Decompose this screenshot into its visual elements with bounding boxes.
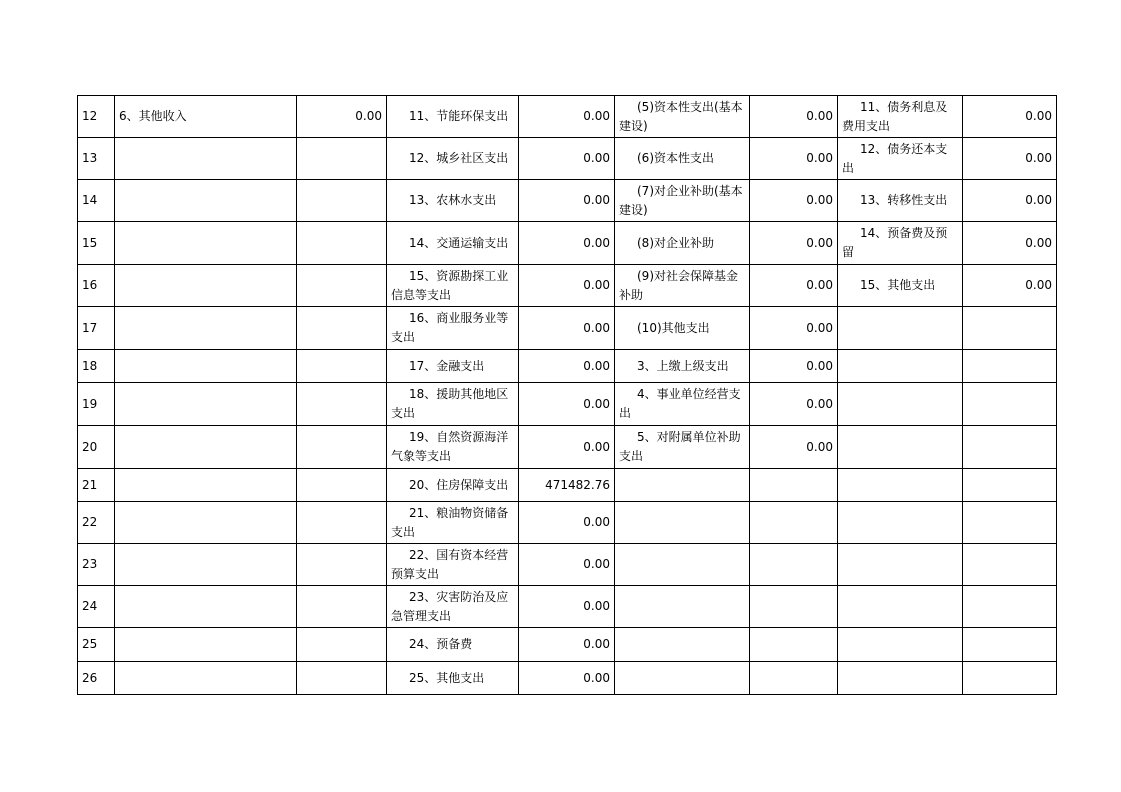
expense-function-amount-text: 0.00 bbox=[583, 151, 610, 165]
income-item bbox=[115, 628, 297, 662]
expense-economic-amount bbox=[750, 469, 838, 502]
table-row bbox=[78, 265, 1057, 307]
expense-function-item bbox=[387, 426, 519, 469]
expense-govt-economic-amount-text: 0.00 bbox=[1025, 278, 1052, 292]
expense-function-item-text: 12、城乡社区支出 bbox=[409, 151, 509, 165]
expense-economic-amount bbox=[750, 628, 838, 662]
income-item bbox=[115, 265, 297, 307]
income-amount bbox=[297, 265, 387, 307]
expense-govt-economic-amount bbox=[963, 138, 1057, 180]
expense-govt-economic-amount bbox=[963, 628, 1057, 662]
row-number bbox=[78, 628, 115, 662]
expense-function-item bbox=[387, 96, 519, 138]
expense-govt-economic-amount bbox=[963, 350, 1057, 383]
income-amount bbox=[297, 307, 387, 350]
expense-function-item bbox=[387, 307, 519, 350]
row-number-text: 24 bbox=[82, 599, 98, 613]
expense-function-item-text: 18、援助其他地区支出 bbox=[391, 387, 509, 420]
expense-economic-amount bbox=[750, 350, 838, 383]
expense-function-item-text: 24、预备费 bbox=[409, 637, 473, 651]
expense-function-amount-text: 0.00 bbox=[583, 320, 610, 335]
expense-function-amount-text: 0.00 bbox=[583, 515, 610, 529]
table-row bbox=[78, 222, 1057, 265]
expense-function-item bbox=[387, 586, 519, 628]
expense-function-amount bbox=[519, 628, 615, 662]
income-item bbox=[115, 138, 297, 180]
income-amount bbox=[297, 469, 387, 502]
expense-function-item bbox=[387, 222, 519, 265]
expense-economic-amount-text: 0.00 bbox=[806, 235, 833, 250]
expense-economic-amount-text: 0.00 bbox=[806, 109, 833, 123]
expense-economic-amount-text: 0.00 bbox=[806, 320, 833, 335]
income-item bbox=[115, 383, 297, 426]
expense-economic-item bbox=[615, 544, 750, 586]
expense-economic-item-text: (7)对企业补助(基本建设) bbox=[619, 183, 743, 217]
row-number bbox=[78, 662, 115, 695]
expense-function-item-text: 25、其他支出 bbox=[409, 670, 485, 685]
expense-function-item bbox=[387, 544, 519, 586]
row-number bbox=[78, 96, 115, 138]
income-item bbox=[115, 222, 297, 265]
row-number bbox=[78, 138, 115, 180]
table-row bbox=[78, 502, 1057, 544]
expense-function-amount bbox=[519, 180, 615, 222]
expense-govt-economic-amount-text: 0.00 bbox=[1025, 235, 1052, 250]
row-number-text: 13 bbox=[82, 151, 98, 165]
expense-economic-item-text: 3、上缴上级支出 bbox=[637, 358, 729, 373]
row-number bbox=[78, 426, 115, 469]
expense-govt-economic-item bbox=[838, 265, 963, 307]
expense-function-item-text: 11、节能环保支出 bbox=[409, 109, 509, 123]
expense-function-amount bbox=[519, 222, 615, 265]
income-amount bbox=[297, 544, 387, 586]
income-amount bbox=[297, 180, 387, 222]
expense-function-item-text: 21、粮油物资储备支出 bbox=[391, 505, 509, 539]
expense-govt-economic-item bbox=[838, 307, 963, 350]
income-amount bbox=[297, 662, 387, 695]
expense-function-amount-text: 0.00 bbox=[583, 557, 610, 571]
expense-function-amount-text: 0.00 bbox=[583, 637, 610, 651]
expense-function-item bbox=[387, 138, 519, 180]
expense-govt-economic-item-text: 15、其他支出 bbox=[860, 278, 936, 292]
expense-govt-economic-amount-text: 0.00 bbox=[1025, 109, 1052, 123]
expense-govt-economic-item bbox=[838, 544, 963, 586]
expense-govt-economic-item-text: 13、转移性支出 bbox=[860, 193, 948, 207]
expense-economic-amount bbox=[750, 426, 838, 469]
row-number-text: 14 bbox=[82, 193, 98, 207]
expense-economic-item bbox=[615, 383, 750, 426]
expense-economic-item-text: 5、对附属单位补助支出 bbox=[619, 430, 741, 463]
row-number bbox=[78, 586, 115, 628]
table-row bbox=[78, 307, 1057, 350]
expense-function-amount-text: 471482.76 bbox=[545, 477, 610, 492]
expense-govt-economic-item bbox=[838, 138, 963, 180]
expense-economic-item-text: (9)对社会保障基金补助 bbox=[619, 268, 738, 302]
row-number bbox=[78, 502, 115, 544]
expense-function-amount bbox=[519, 265, 615, 307]
expense-economic-item bbox=[615, 350, 750, 383]
expense-function-amount bbox=[519, 502, 615, 544]
expense-govt-economic-item bbox=[838, 662, 963, 695]
expense-function-amount bbox=[519, 662, 615, 695]
expense-economic-amount bbox=[750, 222, 838, 265]
income-amount bbox=[297, 628, 387, 662]
expense-function-amount bbox=[519, 469, 615, 502]
expense-govt-economic-amount bbox=[963, 662, 1057, 695]
expense-govt-economic-amount bbox=[963, 307, 1057, 350]
expense-govt-economic-item bbox=[838, 350, 963, 383]
expense-economic-amount-text: 0.00 bbox=[806, 358, 833, 373]
row-number bbox=[78, 180, 115, 222]
expense-govt-economic-amount bbox=[963, 502, 1057, 544]
table-row bbox=[78, 426, 1057, 469]
table-row bbox=[78, 383, 1057, 426]
income-item bbox=[115, 586, 297, 628]
expense-function-amount bbox=[519, 426, 615, 469]
budget-table bbox=[77, 95, 1057, 695]
expense-economic-item bbox=[615, 426, 750, 469]
table-row bbox=[78, 180, 1057, 222]
expense-govt-economic-amount bbox=[963, 180, 1057, 222]
expense-economic-item bbox=[615, 586, 750, 628]
income-amount bbox=[297, 426, 387, 469]
expense-economic-amount bbox=[750, 307, 838, 350]
expense-economic-amount bbox=[750, 383, 838, 426]
income-item bbox=[115, 350, 297, 383]
row-number-text: 25 bbox=[82, 637, 98, 651]
expense-economic-amount-text: 0.00 bbox=[806, 396, 833, 411]
income-item bbox=[115, 96, 297, 138]
expense-function-amount-text: 0.00 bbox=[583, 193, 610, 207]
expense-function-item-text: 17、金融支出 bbox=[409, 358, 485, 373]
expense-function-item bbox=[387, 469, 519, 502]
expense-govt-economic-amount bbox=[963, 586, 1057, 628]
income-amount bbox=[297, 586, 387, 628]
expense-govt-economic-amount bbox=[963, 426, 1057, 469]
expense-govt-economic-amount bbox=[963, 265, 1057, 307]
income-amount bbox=[297, 138, 387, 180]
income-amount bbox=[297, 383, 387, 426]
expense-function-amount bbox=[519, 383, 615, 426]
expense-govt-economic-item-text: 11、债务利息及费用支出 bbox=[842, 99, 948, 133]
expense-economic-item-text: 4、事业单位经营支出 bbox=[619, 387, 741, 420]
row-number-text: 23 bbox=[82, 557, 98, 571]
expense-function-amount-text: 0.00 bbox=[583, 235, 610, 250]
expense-economic-amount bbox=[750, 96, 838, 138]
expense-economic-amount bbox=[750, 544, 838, 586]
table-row bbox=[78, 96, 1057, 138]
income-amount-text: 0.00 bbox=[355, 109, 382, 123]
expense-govt-economic-item-text: 12、债务还本支出 bbox=[842, 141, 948, 175]
expense-economic-item bbox=[615, 502, 750, 544]
expense-govt-economic-item bbox=[838, 383, 963, 426]
expense-economic-item bbox=[615, 138, 750, 180]
income-item bbox=[115, 469, 297, 502]
expense-function-item bbox=[387, 350, 519, 383]
expense-function-amount bbox=[519, 96, 615, 138]
expense-function-amount-text: 0.00 bbox=[583, 278, 610, 292]
row-number-text: 22 bbox=[82, 515, 98, 529]
expense-economic-item-text: (10)其他支出 bbox=[637, 320, 710, 335]
expense-function-amount bbox=[519, 350, 615, 383]
row-number bbox=[78, 350, 115, 383]
income-amount bbox=[297, 502, 387, 544]
expense-function-item bbox=[387, 662, 519, 695]
expense-govt-economic-amount bbox=[963, 544, 1057, 586]
table-row bbox=[78, 469, 1057, 502]
expense-economic-item bbox=[615, 469, 750, 502]
expense-economic-amount-text: 0.00 bbox=[806, 193, 833, 207]
expense-economic-amount bbox=[750, 265, 838, 307]
row-number-text: 12 bbox=[82, 109, 98, 123]
row-number bbox=[78, 265, 115, 307]
expense-economic-item bbox=[615, 307, 750, 350]
expense-function-item-text: 22、国有资本经营预算支出 bbox=[391, 547, 509, 581]
expense-govt-economic-item bbox=[838, 586, 963, 628]
expense-govt-economic-item bbox=[838, 222, 963, 265]
expense-economic-item bbox=[615, 662, 750, 695]
expense-economic-amount bbox=[750, 502, 838, 544]
expense-economic-amount-text: 0.00 bbox=[806, 439, 833, 454]
expense-economic-item-text: (8)对企业补助 bbox=[637, 235, 714, 250]
row-number-text: 26 bbox=[82, 670, 98, 685]
table-row bbox=[78, 138, 1057, 180]
income-item bbox=[115, 502, 297, 544]
table-row bbox=[78, 350, 1057, 383]
expense-function-amount bbox=[519, 544, 615, 586]
table-row bbox=[78, 586, 1057, 628]
row-number bbox=[78, 544, 115, 586]
row-number-text: 21 bbox=[82, 477, 98, 492]
expense-govt-economic-amount bbox=[963, 96, 1057, 138]
table-row bbox=[78, 662, 1057, 695]
expense-function-amount bbox=[519, 138, 615, 180]
expense-govt-economic-item bbox=[838, 426, 963, 469]
expense-economic-item-text: (6)资本性支出 bbox=[637, 151, 714, 165]
expense-govt-economic-amount bbox=[963, 469, 1057, 502]
expense-govt-economic-amount-text: 0.00 bbox=[1025, 151, 1052, 165]
table-body bbox=[78, 96, 1057, 695]
income-item bbox=[115, 307, 297, 350]
income-item bbox=[115, 426, 297, 469]
row-number-text: 17 bbox=[82, 320, 98, 335]
expense-economic-item bbox=[615, 180, 750, 222]
expense-govt-economic-item bbox=[838, 502, 963, 544]
row-number bbox=[78, 469, 115, 502]
expense-economic-item-text: (5)资本性支出(基本建设) bbox=[619, 99, 743, 133]
income-item-text: 6、其他收入 bbox=[119, 109, 187, 123]
expense-function-item bbox=[387, 180, 519, 222]
row-number bbox=[78, 383, 115, 426]
expense-function-item-text: 20、住房保障支出 bbox=[409, 477, 509, 492]
expense-economic-item bbox=[615, 265, 750, 307]
expense-govt-economic-item bbox=[838, 96, 963, 138]
income-amount bbox=[297, 96, 387, 138]
expense-function-item-text: 15、资源勘探工业信息等支出 bbox=[391, 268, 509, 302]
expense-function-amount-text: 0.00 bbox=[583, 599, 610, 613]
expense-economic-item bbox=[615, 222, 750, 265]
expense-function-amount bbox=[519, 586, 615, 628]
expense-govt-economic-item bbox=[838, 180, 963, 222]
expense-function-amount-text: 0.00 bbox=[583, 439, 610, 454]
expense-govt-economic-item-text: 14、预备费及预留 bbox=[842, 226, 948, 259]
expense-govt-economic-amount-text: 0.00 bbox=[1025, 193, 1052, 207]
expense-function-item bbox=[387, 265, 519, 307]
row-number bbox=[78, 307, 115, 350]
income-item bbox=[115, 662, 297, 695]
expense-govt-economic-item bbox=[838, 469, 963, 502]
row-number-text: 15 bbox=[82, 235, 98, 250]
expense-economic-amount bbox=[750, 138, 838, 180]
income-amount bbox=[297, 222, 387, 265]
expense-economic-amount bbox=[750, 180, 838, 222]
expense-function-amount-text: 0.00 bbox=[583, 358, 610, 373]
expense-function-item-text: 14、交通运输支出 bbox=[409, 235, 509, 250]
expense-function-amount bbox=[519, 307, 615, 350]
expense-economic-item bbox=[615, 628, 750, 662]
income-item bbox=[115, 180, 297, 222]
expense-govt-economic-amount bbox=[963, 383, 1057, 426]
expense-function-amount-text: 0.00 bbox=[583, 396, 610, 411]
row-number-text: 19 bbox=[82, 396, 98, 411]
row-number-text: 16 bbox=[82, 278, 98, 292]
income-amount bbox=[297, 350, 387, 383]
expense-function-amount-text: 0.00 bbox=[583, 670, 610, 685]
expense-economic-amount bbox=[750, 586, 838, 628]
expense-function-amount-text: 0.00 bbox=[583, 109, 610, 123]
expense-function-item-text: 19、自然资源海洋气象等支出 bbox=[391, 430, 509, 463]
expense-economic-item bbox=[615, 96, 750, 138]
table-row bbox=[78, 544, 1057, 586]
expense-function-item-text: 23、灾害防治及应急管理支出 bbox=[391, 589, 509, 623]
income-item bbox=[115, 544, 297, 586]
row-number-text: 20 bbox=[82, 439, 98, 454]
expense-economic-amount-text: 0.00 bbox=[806, 278, 833, 292]
expense-function-item-text: 13、农林水支出 bbox=[409, 193, 497, 207]
expense-govt-economic-item bbox=[838, 628, 963, 662]
table-row bbox=[78, 628, 1057, 662]
expense-function-item bbox=[387, 502, 519, 544]
row-number bbox=[78, 222, 115, 265]
expense-govt-economic-amount bbox=[963, 222, 1057, 265]
expense-function-item-text: 16、商业服务业等支出 bbox=[391, 311, 509, 344]
expense-economic-amount-text: 0.00 bbox=[806, 151, 833, 165]
expense-function-item bbox=[387, 628, 519, 662]
row-number-text: 18 bbox=[82, 358, 98, 373]
expense-function-item bbox=[387, 383, 519, 426]
expense-economic-amount bbox=[750, 662, 838, 695]
